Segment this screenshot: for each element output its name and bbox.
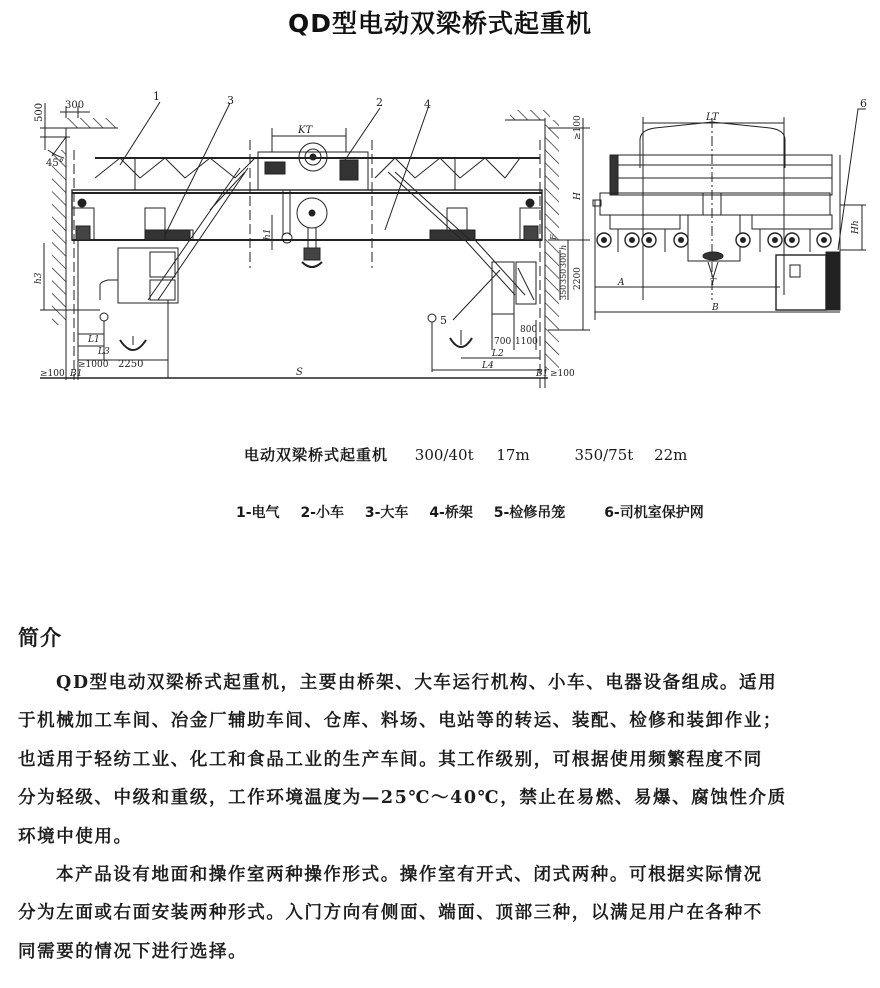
legend-item: 4-桥架 bbox=[429, 505, 473, 521]
text-line: 于机械加工车间、冶金厂辅助车间、仓库、料场、电站等的转运、装配、检修和装卸作业； bbox=[18, 711, 782, 732]
intro-paragraph-1 bbox=[18, 664, 838, 856]
section-heading-intro: 简介 bbox=[18, 626, 62, 650]
callout-5: 5 bbox=[440, 314, 447, 327]
dim-300: 300 bbox=[65, 100, 85, 111]
dim-h3: h3 bbox=[34, 272, 44, 284]
dim-lt: LT bbox=[706, 112, 719, 123]
text-line: QD型电动双梁桥式起重机，主要由桥架、大车运行机构、小车、电器设备组成。适用 bbox=[56, 673, 778, 693]
dim-300v: 300 bbox=[559, 252, 568, 268]
dim-700: 700 bbox=[494, 337, 512, 347]
text-line: 分为左面或右面安装两种形式。入门方向有侧面、端面、顶部三种，以满足用户在各种不 bbox=[18, 903, 763, 924]
dim-2250: 2250 bbox=[118, 359, 144, 370]
dim-t: T bbox=[710, 278, 717, 288]
dim-min-100-right: ≥100 bbox=[550, 369, 575, 379]
dim-h1: h1 bbox=[263, 228, 273, 240]
dim-l3: L3 bbox=[98, 347, 110, 357]
dim-a: A bbox=[618, 278, 625, 288]
dim-l1: L1 bbox=[88, 335, 100, 345]
dim-b1-right: B1 bbox=[536, 369, 549, 379]
legend-item: 1-电气 bbox=[236, 505, 280, 521]
callout-6: 6 bbox=[860, 97, 867, 110]
callout-4: 4 bbox=[424, 98, 431, 111]
dim-height-h: H bbox=[573, 192, 583, 200]
dim-kt: KT bbox=[298, 125, 313, 136]
spec1-span: 17m bbox=[496, 446, 530, 464]
spec2-span: 22m bbox=[654, 446, 688, 464]
dim-b1-left: B1 bbox=[70, 369, 83, 379]
text-line: 分为轻级、中级和重级，工作环境温度为—25℃～40℃，禁止在易燃、易爆、腐蚀性介质 bbox=[18, 788, 787, 809]
callout-1: 1 bbox=[153, 90, 160, 103]
side-elevation bbox=[593, 109, 866, 320]
dim-f: F bbox=[549, 234, 558, 240]
callout-3: 3 bbox=[227, 94, 234, 107]
dim-45deg: 45° bbox=[46, 158, 64, 169]
legend-item: 6-司机室保护网 bbox=[604, 505, 704, 521]
spec1-capacity: 300/40t bbox=[414, 446, 474, 464]
dim-800: 800 bbox=[520, 325, 538, 335]
callout-2: 2 bbox=[376, 96, 383, 109]
crane-engineering-drawing bbox=[0, 88, 880, 388]
intro-paragraph-2 bbox=[18, 856, 838, 971]
legend-item: 2-小车 bbox=[300, 505, 344, 521]
dim-b: B bbox=[712, 303, 719, 313]
dim-min-100-left: ≥100 bbox=[40, 369, 65, 379]
legend-item: 5-检修吊笼 bbox=[493, 505, 566, 521]
dim-l4: L4 bbox=[482, 361, 494, 371]
text-line: 同需要的情况下进行选择。 bbox=[18, 941, 248, 962]
text-line: 环境中使用。 bbox=[18, 826, 133, 847]
dim-min-100-top: ≥100 bbox=[573, 115, 583, 140]
caption-name: 电动双梁桥式起重机 bbox=[244, 446, 389, 464]
dim-1100: 1100 bbox=[515, 337, 538, 347]
parts-legend bbox=[236, 502, 720, 522]
dim-2200: 2200 bbox=[573, 267, 583, 290]
dim-h: h bbox=[559, 244, 568, 250]
dim-hh: Hh bbox=[851, 220, 861, 234]
dim-min-1000: ≥1000 bbox=[78, 360, 109, 370]
legend-item: 3-大车 bbox=[364, 505, 409, 521]
dim-350b: 350 bbox=[559, 268, 568, 284]
text-line: 本产品设有地面和操作室两种操作形式。操作室有开式、闭式两种。可根据实际情况 bbox=[56, 865, 763, 885]
spec2-capacity: 350/75t bbox=[574, 446, 634, 464]
dim-500: 500 bbox=[34, 102, 45, 122]
dim-span-s: S bbox=[296, 367, 303, 378]
dim-l2: L2 bbox=[492, 349, 504, 359]
drawing-caption bbox=[244, 444, 687, 465]
page-title: QD型电动双梁桥式起重机 bbox=[287, 9, 592, 38]
text-line: 也适用于轻纺工业、化工和食品工业的生产车间。其工作级别，可根据使用频繁程度不同 bbox=[18, 749, 763, 770]
dim-350a: 350 bbox=[559, 284, 568, 300]
